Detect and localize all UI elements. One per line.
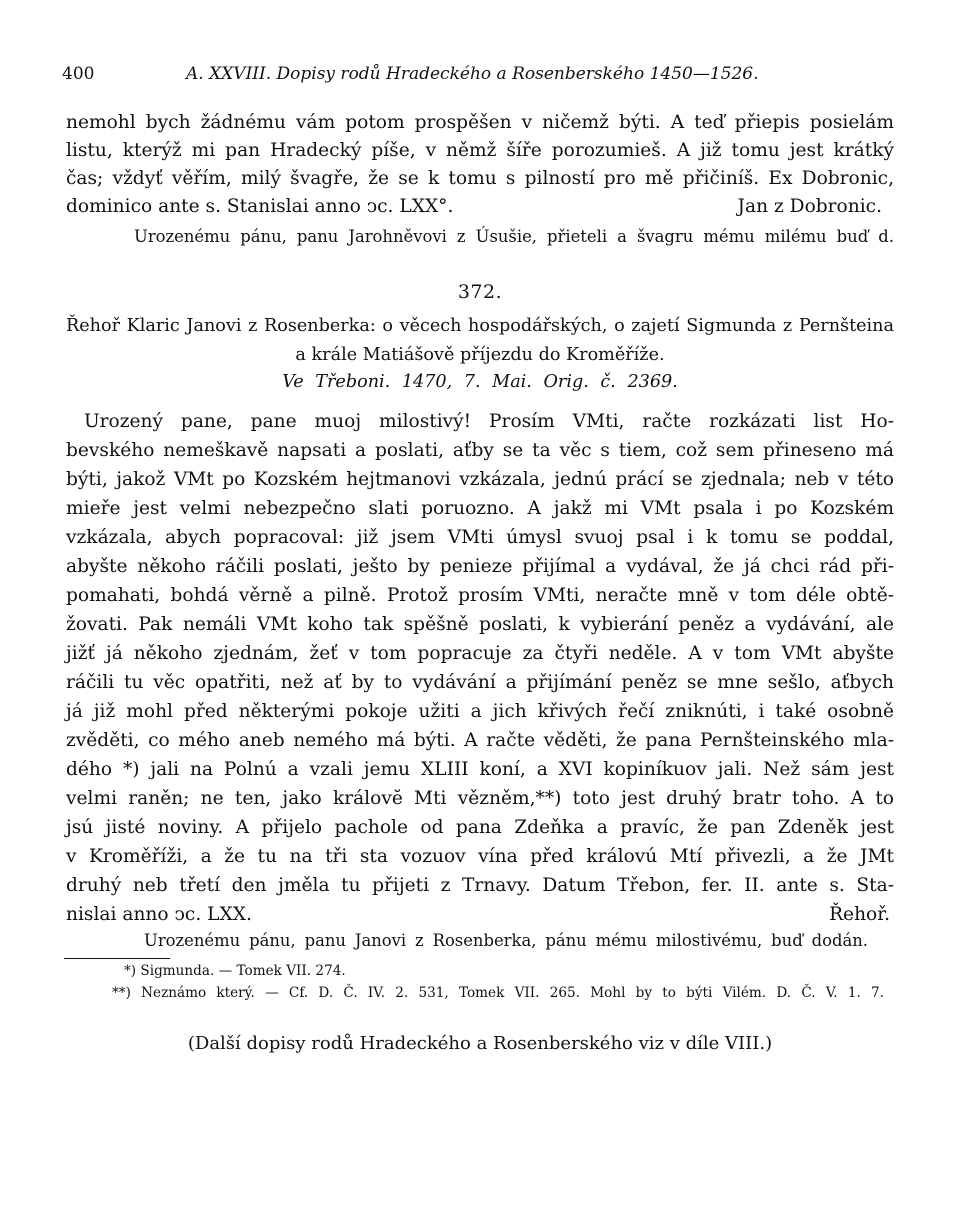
text-line: Urozený pane, pane muoj milostivý! Prosím VMti, račte rozkázati list Ho- bbox=[84, 411, 894, 432]
letter-number: 372. bbox=[457, 281, 503, 303]
text-line: v Kroměříži, a že tu na tři sta vozuov vína před královú Mtí přivezli, a že JMt bbox=[66, 846, 894, 867]
closing-line bbox=[66, 900, 894, 930]
footnote-rule bbox=[64, 958, 170, 959]
footnote: **) Neznámo který. — Cf. D. Č. IV. 2. 531, Tomek VII. 265. Mohl by to býti Vilém. D. Č. V. 1. 7. bbox=[112, 985, 884, 1001]
letter-address: Urozenému pánu, panu Jarohněvovi z Úsušie, přieteli a švagru mému milému buď d. bbox=[134, 227, 894, 246]
letter-dateline: Ve Třeboni. 1470, 7. Mai. Orig. č. 2369. bbox=[282, 372, 678, 392]
text-line: nemohl bych žádnému vám potom prospěšen v ničemž býti. A teď přiepis posielám bbox=[66, 112, 894, 133]
letter-address: Urozenému pánu, panu Janovi z Rosenberka, pánu mému milostivému, buď dodán. bbox=[144, 931, 868, 950]
letter-summary-continued: a krále Matiášově příjezdu do Kroměříže. bbox=[295, 345, 665, 365]
running-title: A. XXVIII. Dopisy rodů Hradeckého a Rosenberského 1450—1526. bbox=[186, 64, 759, 84]
text-line: pomahati, bohdá věrně a pilně. Protož prosím VMti, neračte mně v tom déle obtě- bbox=[66, 585, 894, 606]
closing-note: (Další dopisy rodů Hradeckého a Rosenberského viz v díle VIII.) bbox=[187, 1033, 773, 1054]
running-header bbox=[62, 64, 898, 90]
closing-line bbox=[66, 192, 894, 222]
text-line: jsú jisté noviny. A přijelo pachole od pana Zdeňka a pravíc, že pan Zdeněk jest bbox=[66, 817, 894, 838]
text-line: vzkázala, abych popracoval: již jsem VMti úmysl svuoj psal i k tomu se poddal, bbox=[66, 527, 894, 548]
closing-date: dominico ante s. Stanislai anno ↄc. LXX°. bbox=[66, 196, 454, 217]
text-line: bevského nemeškavě napsati a poslati, aťby se ta věc s tiem, což sem přineseno má bbox=[66, 440, 894, 461]
text-line: zvěděti, co mého aneb nemého má býti. A račte věděti, že pana Pernšteinského mla- bbox=[66, 730, 894, 751]
signature: Jan z Dobronic. bbox=[737, 196, 882, 217]
text-line: čas; vždyť věřím, milý švagře, že se k tomu s pilností pro mě přičiníš. Ex Dobronic, bbox=[66, 168, 894, 189]
text-line: dého *) jali na Polnú a vzali jemu XLIII koní, a XVI kopiníkuov jali. Než sám jest bbox=[66, 759, 894, 780]
text-line: velmi raněn; ne ten, jako královĕ Mti vězněm,**) toto jest druhý bratr toho. A to bbox=[66, 788, 894, 809]
closing-date: nislai anno ↄc. LXX. bbox=[66, 904, 252, 925]
letter-summary: Řehoř Klaric Janovi z Rosenberka: o věcech hospodářských, o zajetí Sigmunda z Pernšteina bbox=[66, 316, 894, 336]
page-number: 400 bbox=[62, 64, 95, 84]
footnote: *) Sigmunda. — Tomek VII. 274. bbox=[124, 963, 346, 979]
text-line: druhý neb třetí den jměla tu přijeti z Trnavy. Datum Třebon, fer. II. ante s. Sta- bbox=[66, 875, 894, 896]
text-line: býti, jakož VMt po Kozském hejtmanovi vzkázala, jednú prácí se zjednala; neb v této bbox=[66, 469, 894, 490]
text-line: listu, kterýž mi pan Hradecký píše, v němž šíře porozumieš. A již tomu jest krátký bbox=[66, 140, 894, 161]
text-line: mieře jest velmi nebezpečno slati poruozno. A jakž mi VMt psala i po Kozském bbox=[66, 498, 894, 519]
text-line: žovati. Pak nemáli VMt koho tak spěšně poslati, k vybierání peněz a vydávání, ale bbox=[66, 614, 894, 635]
text-line: jižť já někoho zjednám, žeť v tom popracuje za čtyři neděle. A v tom VMt abyšte bbox=[66, 643, 894, 664]
text-line: já již mohl před některými pokoje užiti a jich křivých řečí zniknúti, i také osobně bbox=[66, 701, 894, 722]
text-line: ráčili tu věc opatřiti, než ať by to vydávání a přijímání peněz se mne sešlo, aťbych bbox=[66, 672, 894, 693]
signature: Řehoř. bbox=[829, 904, 890, 925]
text-line: abyšte někoho ráčili poslati, ješto by penieze přijímal a vydával, že já chci rád při- bbox=[66, 556, 894, 577]
